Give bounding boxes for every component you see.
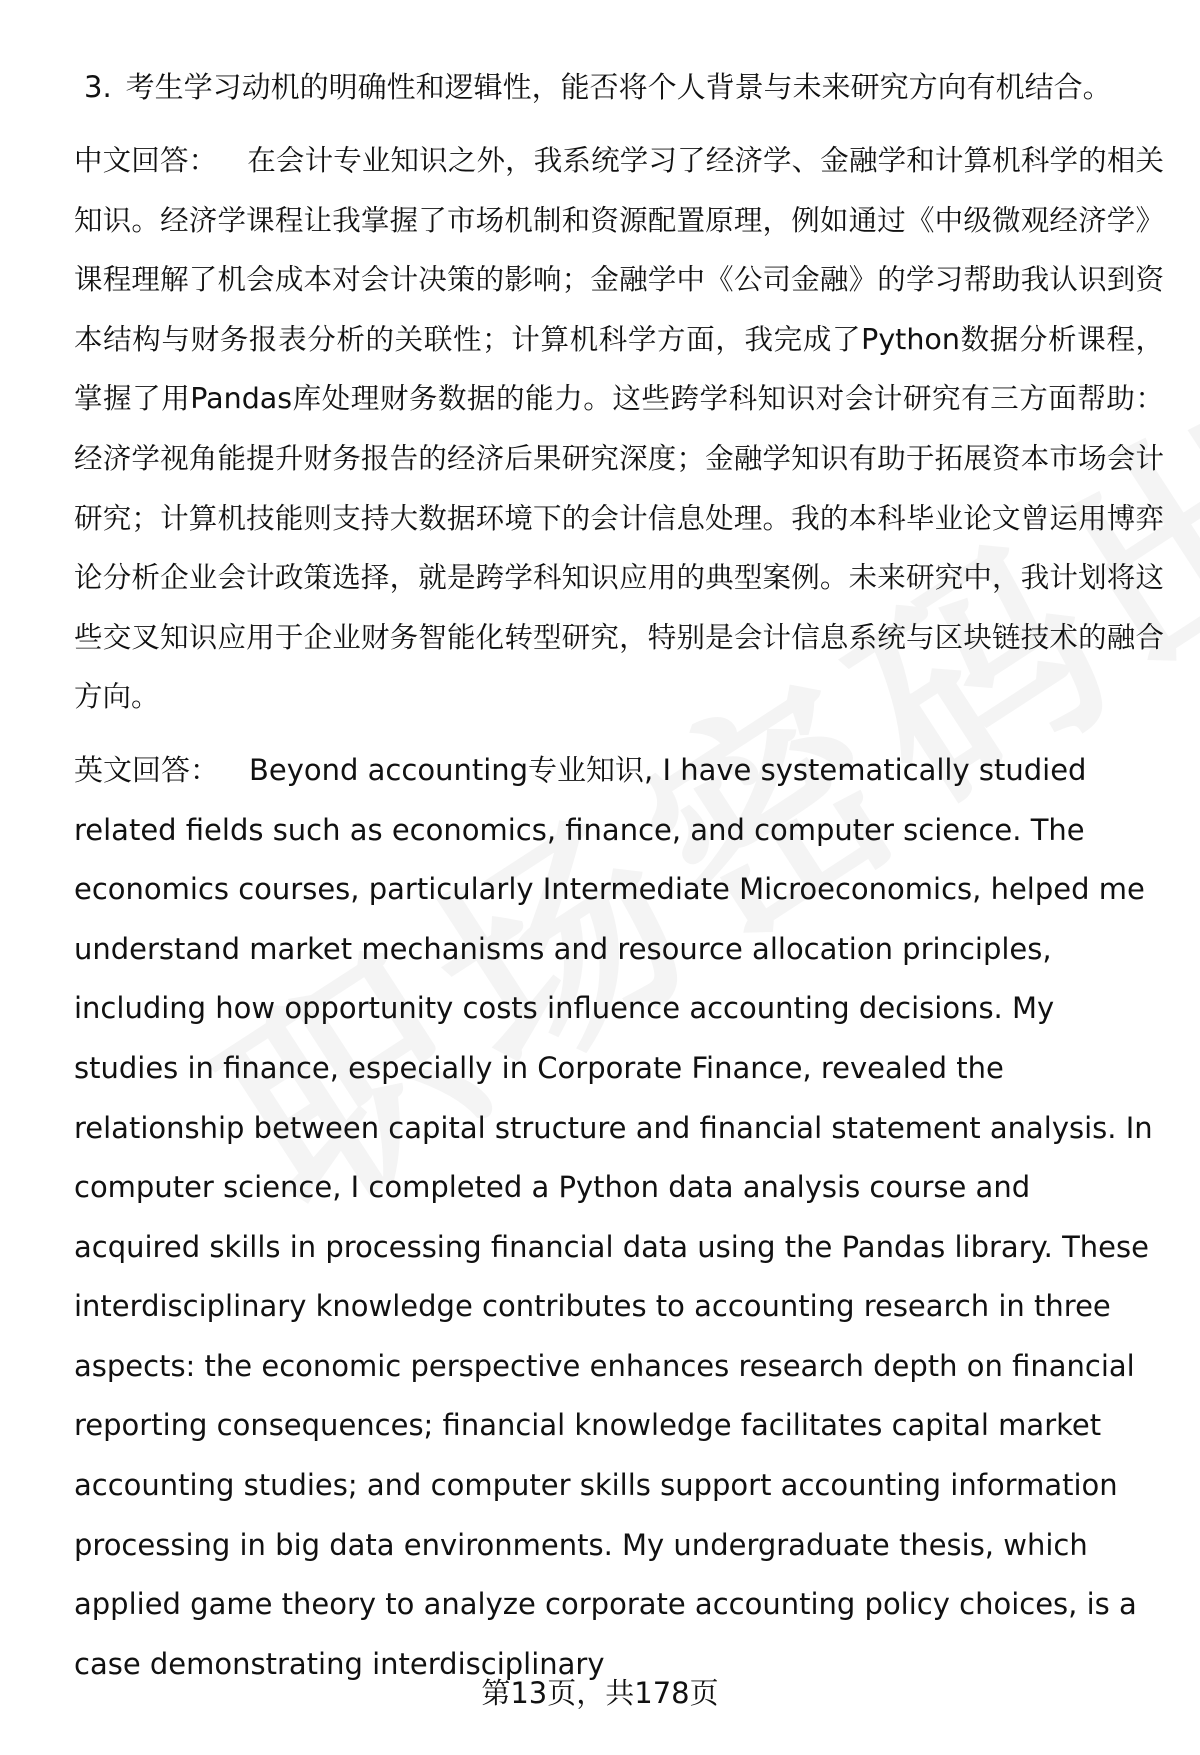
- question-number: 3.: [84, 70, 112, 104]
- chinese-answer-text: 在会计专业知识之外，我系统学习了经济学、金融学和计算机科学的相关知识。经济学课程让我掌握了市场机制和资源配置原理，例如通过《中级微观经济学》课程理解了机会成本对会计决策的影响；金融学中《公司金融》的学习帮助我认识到资本结构与财务报表分析的关联性；计算机科学方面，我完成了Python数据分析课程，掌握了用Pandas库处理财务数据的能力。这些跨学科知识对会计研究有三方面帮助：经济学视角能提升财务报告的经济后果研究深度；金融学知识有助于拓展资本市场会计研究；计算机技能则支持大数据环境下的会计信息处理。我的本科毕业论文曾运用博弈论分析企业会计政策选择，就是跨学科知识应用的典型案例。未来研究中，我计划将这些交叉知识应用于企业财务智能化转型研究，特别是会计信息系统与区块链技术的融合方向。: [74, 144, 1164, 714]
- chinese-answer-label: 中文回答：: [74, 144, 218, 177]
- page-content: [74, 58, 1164, 1694]
- page-number-footer: 第13页，共178页: [481, 1676, 719, 1710]
- english-answer-label: 英文回答：: [74, 752, 220, 787]
- question-text: 考生学习动机的明确性和逻辑性，能否将个人背景与未来研究方向有机结合。: [125, 70, 1112, 104]
- chinese-answer-paragraph: [74, 131, 1164, 727]
- question-item: [74, 58, 1164, 117]
- english-answer-text: Beyond accounting专业知识, I have systematically studied related fields such as economics, finance, and computer science. The economics courses, particularly Intermediate Microeconomics, helped me understand market mechanisms and resource allocation principles, including how opportunity costs influence accounting decisions. My studies in finance, especially in Corporate Finance, revealed the relationship between capital structure and financial statement analysis. In computer science, I completed a Python data analysis course and acquired skills in processing financial data using the Pandas library. These interdisciplinary knowledge contributes to accounting research in three aspects: the economic perspective enhances research depth on financial reporting consequences; financial knowledge facilitates capital market accounting studies; and computer skills support accounting information processing in big data environments. My undergraduate thesis, which applied game theory to analyze corporate accounting policy choices, is a case demonstrating interdisciplinary: [74, 752, 1153, 1681]
- english-answer-paragraph: [74, 741, 1164, 1695]
